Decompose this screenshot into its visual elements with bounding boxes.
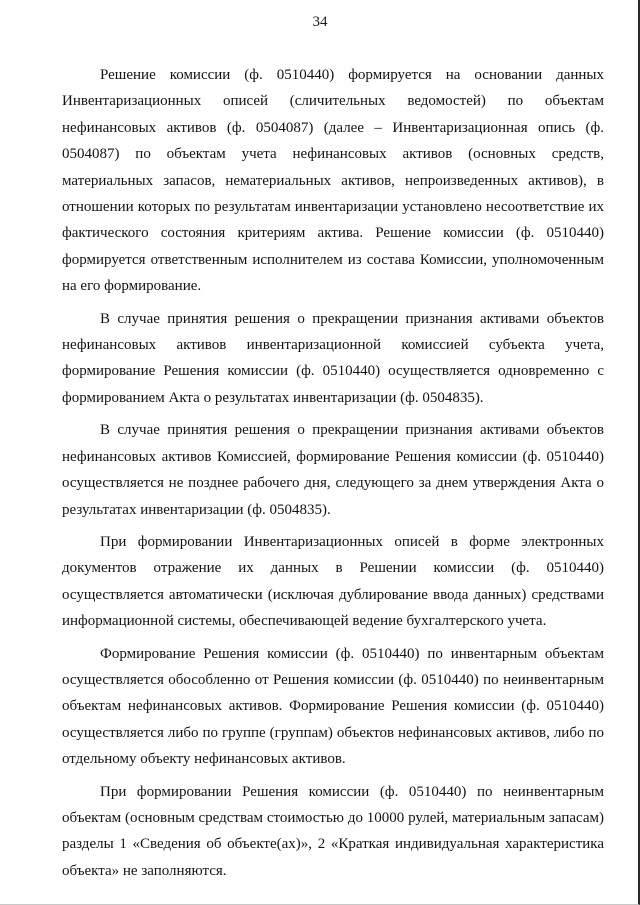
paragraph-separate-formation: Формирование Решения комиссии (ф. 0510440) по инвентарным объектам осуществляется обособленно от Решения комиссии (ф. 0510440) по неинвентарным объектам нефинансовых активов. Формирование Решения комиссии (ф. 0510440) осуществляется либо по группе (группам) объектов нефинансовых активов, либо по отдельному объекту нефинансовых активов. bbox=[62, 645, 604, 768]
paragraph-non-inventory-objects: При формировании Решения комиссии (ф. 0510440) по неинвентарным объектам (основным средствам стоимостью до 10000 рулей, материальным запасам) разделы 1 «Сведения об объекте(ах)», 2 «Краткая индивидуальная характеристика объекта» не заполняются. bbox=[62, 783, 604, 879]
paragraph-electronic-documents: При формировании Инвентаризационных описей в форме электронных документов отражение их данных в Решении комиссии (ф. 0510440) осуществляется автоматически (исключая дублирование ввода данных) средствами информационной системы, обеспечивающей ведение бухгалтерского учета. bbox=[62, 533, 604, 630]
paragraph-commission-decision-basis: Решение комиссии (ф. 0510440) формируется на основании данных Инвентаризационных описей (сличительных ведомостей) по объектам нефинансовых активов (ф. 0504087) (далее – Инвентаризационная опись (ф. 0504087) по объектам учета нефинансовых активов (основных средств, материальных запасов, нематериальных активов, непроизведенных активов), в отношении которых по результатам инвентаризации установлено несоответствие их фактического состояния критериям актива. Решение комиссии (ф. 0510440) формируется ответственным исполнителем из состава Комиссии, уполномоченным на его формирование. bbox=[62, 67, 604, 295]
document-body bbox=[62, 62, 604, 890]
paragraph-commission-case: В случае принятия решения о прекращении признания активами объектов нефинансовых активов Комиссией, формирование Решения комиссии (ф. 0510440) осуществляется не позднее рабочего дня, следующего за днем утверждения Акта о результатах инвентаризации (ф. 0504835). bbox=[62, 422, 604, 518]
paragraph-inventory-commission-case: В случае принятия решения о прекращении признания активами объектов нефинансовых активов инвентаризационной комиссией субъекта учета, формирование Решения комиссии (ф. 0510440) осуществляется одновременно с формированием Акта о результатах инвентаризации (ф. 0504835). bbox=[62, 310, 604, 406]
page-number: 34 bbox=[312, 14, 328, 30]
